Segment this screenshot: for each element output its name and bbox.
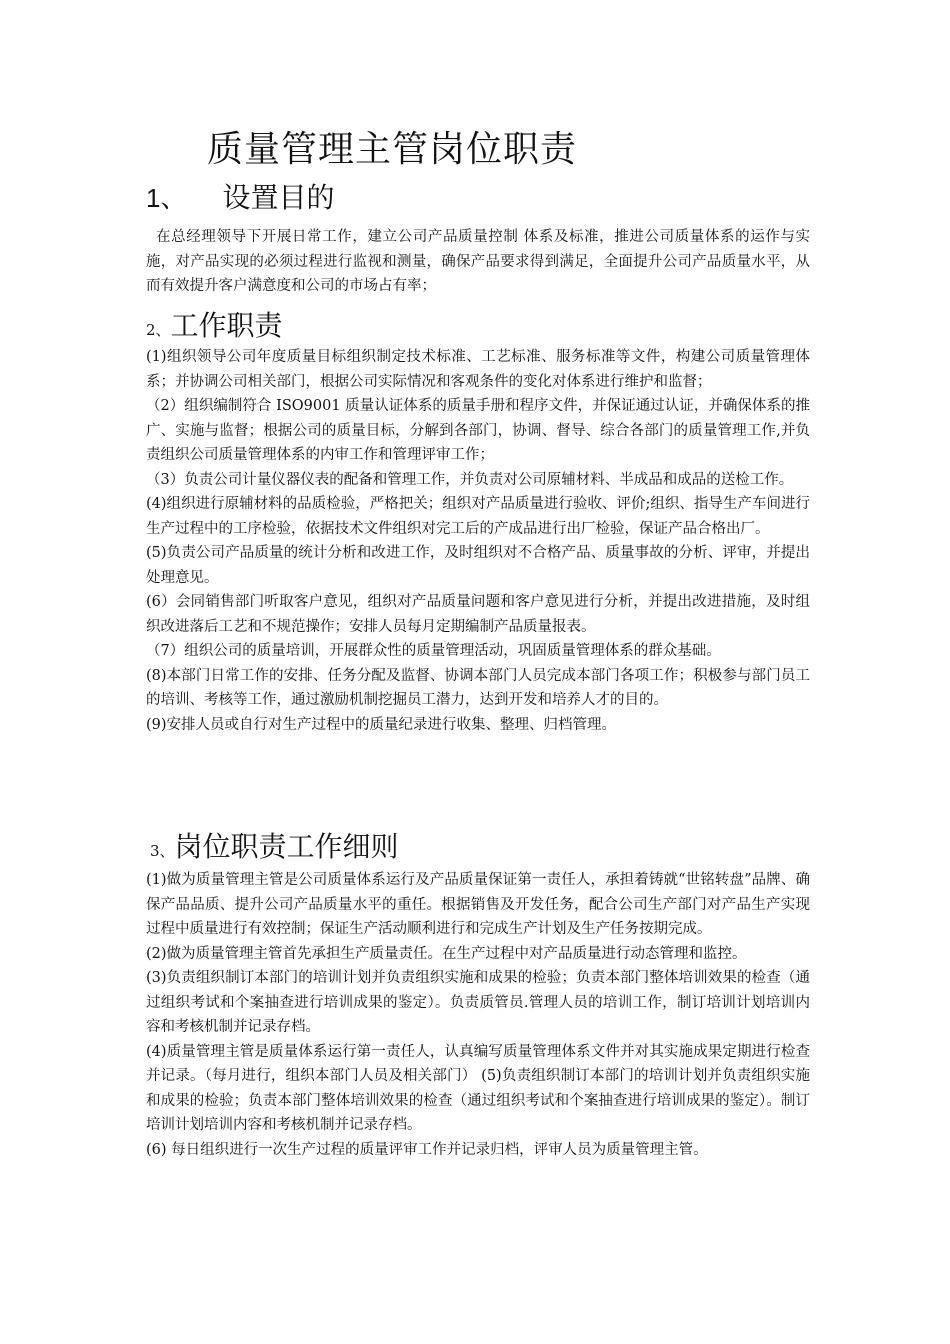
list-item: （7）组织公司的质量培训，开展群众性的质量管理活动，巩固质量管理体系的群众基础。 xyxy=(146,643,721,659)
section-heading-purpose xyxy=(146,180,334,216)
section-heading-duties xyxy=(146,308,283,348)
list-item: (6) 每日组织进行一次生产过程的质量评审工作并记录归档，评审人员为质量管理主管。 xyxy=(146,1141,708,1158)
list-item: (2)做为质量管理主管首先承担生产质量责任。在生产过程中对产品质量进行动态管理和监控。 xyxy=(146,945,747,962)
section-title: 工作职责 xyxy=(170,309,283,342)
list-item: (4)组织进行原辅材料的品质检验，严格把关；组织对产品质量进行验收、评价;组织、指导生产车间进行生产过程中的工序检验，依据技术文件组织对完工后的产成品进行出厂检验，保证产品合格出厂。 xyxy=(146,496,810,537)
details-list xyxy=(146,868,810,1162)
duties-list xyxy=(146,345,810,737)
section-number: 2、 xyxy=(146,321,171,339)
paragraph-text: 在总经理领导下开展日常工作，建立公司产品质量控制 体系及标准，推进公司质量体系的运作与实施，对产品实现的必须过程进行监视和测量，确保产品要求得到满足，全面提升公司产品质量水平，从而有效提升客户满意度和公司的市场占有率； xyxy=(146,229,810,294)
list-item: (3)负责组织制订本部门的培训计划并负责组织实施和成果的检验；负责本部门整体培训效果的检查（通过组织考试和个案抽查进行培训成果的鉴定）。负责质管员.管理人员的培训工作，制订培训计划培训内容和考核机制并记录存档。 xyxy=(146,970,810,1035)
list-item: (1)组织领导公司年度质量目标组织制定技术标准、工艺标准、服务标准等文件，构建公司质量管理体系；并协调公司相关部门，根据公司实际情况和客观条件的变化对体系进行维护和监督； xyxy=(146,349,810,390)
list-item: (4)质量管理主管是质量体系运行第一责任人，认真编写质量管理体系文件并对其实施成果定期进行检查并记录。（每月进行，组织本部门人员及相关部门） (5)负责组织制订本部门的培训计划并负责组织实施和成果的检验；负责本部门整体培训效果的检查（通过组织考试和个案抽查进行培训成果的鉴定）。制订培训计划培训内容和考核机制并记录存档。 xyxy=(146,1043,810,1133)
list-item: (6）会同销售部门听取客户意见，组织对产品质量问题和客户意见进行分析，并提出改进措施，及时组织改进落后工艺和不规范操作；安排人员每月定期编制产品质量报表。 xyxy=(146,594,810,635)
list-item: (9)安排人员或自行对生产过程中的质量纪录进行收集、整理、归档管理。 xyxy=(146,716,617,733)
section-title: 设置目的 xyxy=(222,181,335,214)
section-title: 岗位职责工作细则 xyxy=(174,830,399,863)
section-heading-details xyxy=(150,829,399,869)
list-item: （3）负责公司计量仪器仪表的配备和管理工作，并负责对公司原辅材料、半成品和成品的送检工作。 xyxy=(146,471,794,488)
list-item: (5)负责公司产品质量的统计分析和改进工作，及时组织对不合格产品、质量事故的分析、评审，并提出处理意见。 xyxy=(146,545,810,586)
section-number: 1、 xyxy=(146,183,187,213)
list-item: (1)做为质量管理主管是公司质量体系运行及产品质量保证第一责任人，承担着铸就“世铭转盘”品牌、确保产品品质、提升公司产品质量水平的重任。根据销售及开发任务，配合公司生产部门对产品生产实现过程中质量进行有效控制；保证生产活动顺利进行和完成生产计划及生产任务按期完成。 xyxy=(146,872,810,937)
purpose-paragraph xyxy=(146,225,810,299)
list-item: (8)本部门日常工作的安排、任务分配及监督、协调本部门人员完成本部门各项工作；积极参与部门员工的培训、考核等工作，通过激励机制挖掘员工潜力，达到开发和培养人才的目的。 xyxy=(146,667,810,708)
document-title: 质量管理主管岗位职责 xyxy=(207,129,578,170)
list-item: （2）组织编制符合 ISO9001 质量认证体系的质量手册和程序文件，并保证通过认证，并确保体系的推广、实施与监督；根据公司的质量目标，分解到各部门，协调、督导、综合各部门的质量管理工作,并负责组织公司质量管理体系的内审工作和管理评审工作； xyxy=(146,398,810,463)
section-number: 3、 xyxy=(150,842,175,860)
